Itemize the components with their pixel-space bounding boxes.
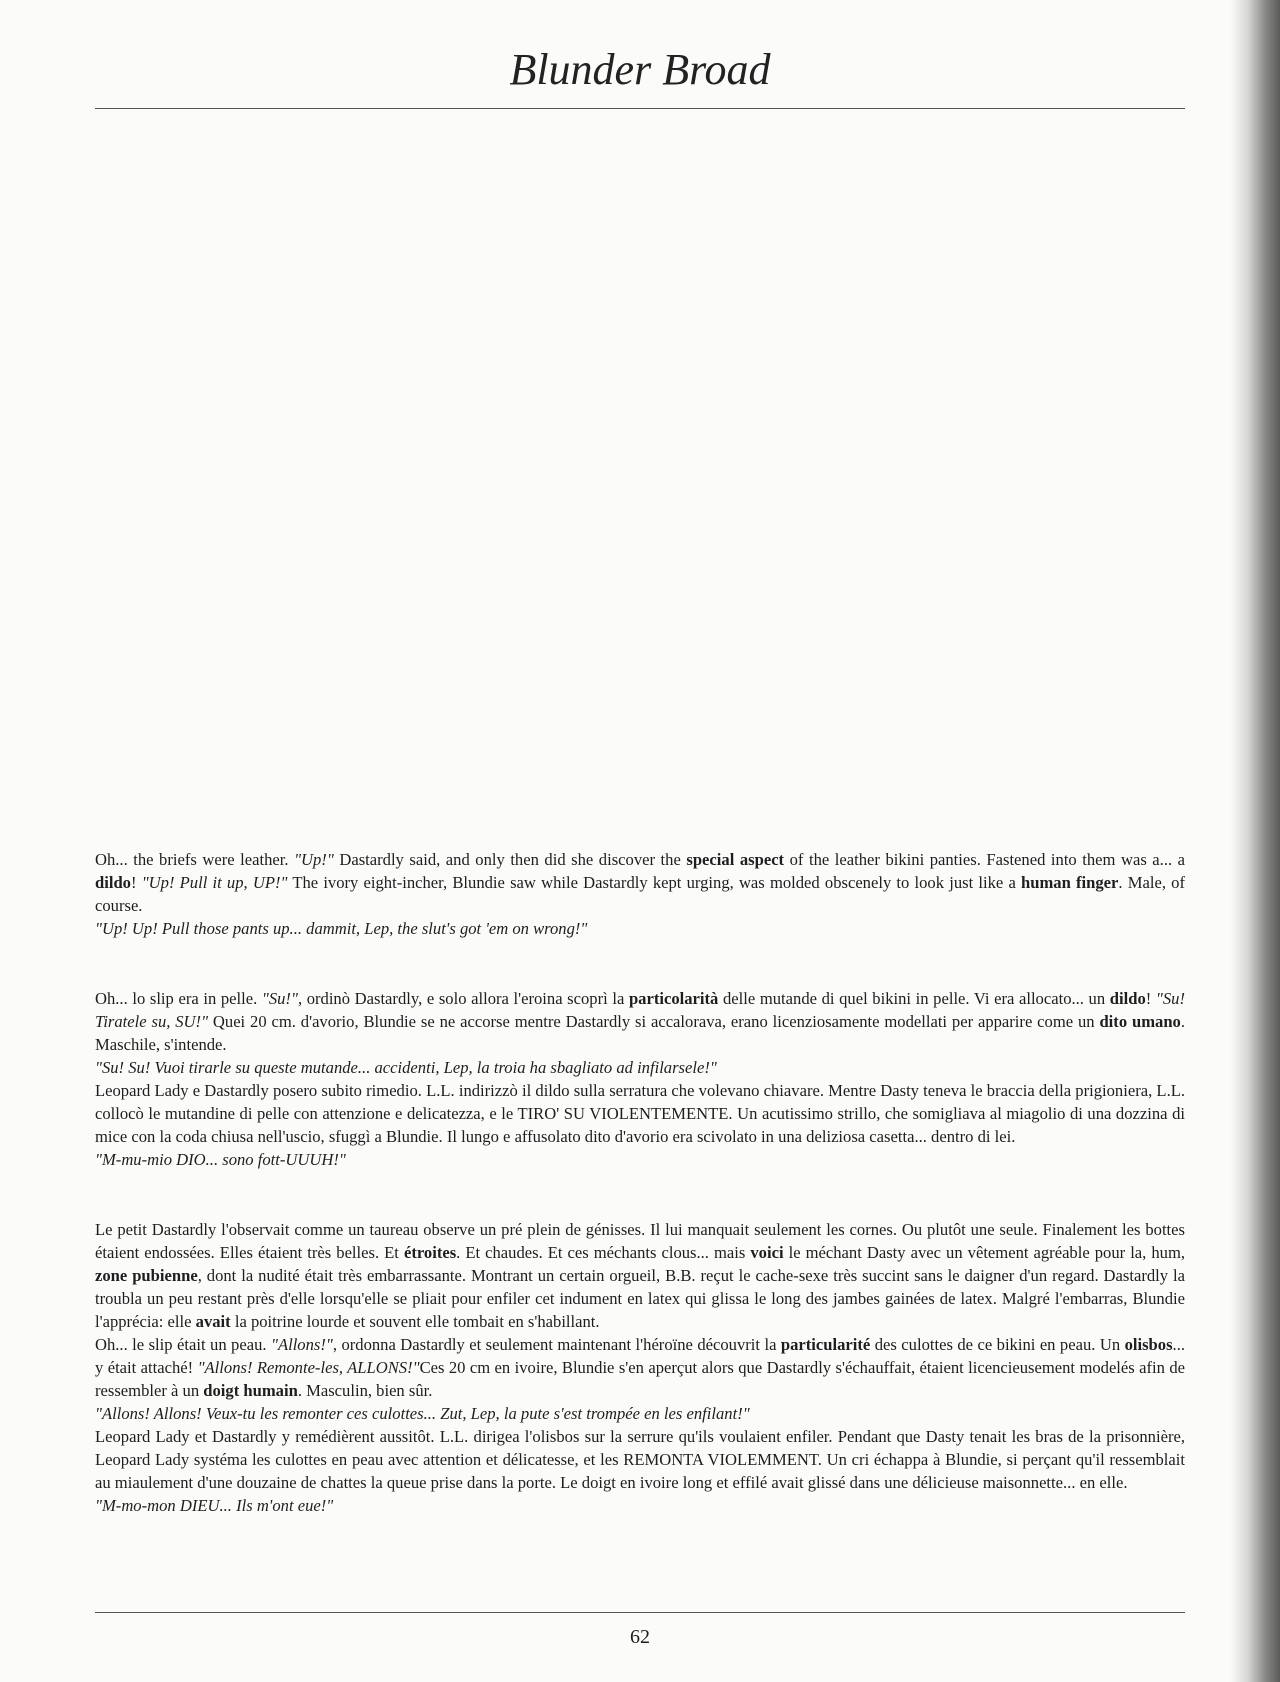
italian-paragraph-2: Leopard Lady e Dastardly posero subito rimedio. L.L. indirizzò il dildo sulla serratura che volevano chiavare. Mentre Dasty teneva le braccia della prigioniera, L.L. collocò le mutandine di pelle con attenzione e delicatezza, e le TIRO' SU VIOLENTEMENTE. Un acutissimo strillo, che somigliava al miagolio di una dozzina di mice con la coda chiusa nell'uscio, sfuggì a Blundie. Il lungo e affusolato dito d'avorio era scivolato in una deliziosa casetta... dentro di lei. bbox=[95, 1081, 1185, 1146]
text-run: , ordinò Dastardly, e solo allora l'eroina scoprì la bbox=[297, 989, 629, 1008]
emphasis-italic: "Su!" bbox=[261, 989, 298, 1008]
binding-shadow bbox=[1230, 0, 1280, 1682]
french-quote-2: "M-mo-mon DIEU... Ils m'ont eue!" bbox=[95, 1496, 334, 1515]
italian-quote-1: "Su! Su! Vuoi tirarle su queste mutande... accidenti, Lep, la troia ha sbagliato ad infilarsele!" bbox=[95, 1058, 717, 1077]
text-run: Quei 20 cm. d'avorio, Blundie se ne accorse mentre Dastardly si accalorava, erano licenziosamente modellati per apparire come un bbox=[208, 1012, 1100, 1031]
french-paragraph-1 bbox=[95, 1218, 1185, 1333]
text-run: Le petit Dastardly l'observait comme un taureau observe un pré plein de génisses. Il lui manquait seulement les cornes. Ou plutôt une seule. Finalement les bottes étaient endossées. Elles étaient très belles. Et bbox=[95, 1220, 1185, 1262]
text-run: . Masculin, bien sûr. bbox=[297, 1381, 433, 1400]
footer-rule bbox=[95, 1612, 1185, 1613]
emphasis-bold: zone pubienne bbox=[95, 1266, 198, 1285]
text-run: delle mutande di quel bikini in pelle. Vi era allocato... un bbox=[718, 989, 1110, 1008]
text-run: of the leather bikini panties. Fastened into them was a... a bbox=[784, 850, 1186, 869]
text-run: Oh... lo slip era in pelle. bbox=[95, 989, 262, 1008]
text-run: Dastardly said, and only then did she discover the bbox=[333, 850, 687, 869]
text-run: , dont la nudité était très embarrassante. Montrant un certain orgueil, B.B. reçut le cache-sexe très succint sans le daigner d'un regard. Dastardly la troubla un peu restant près d'elle lorsqu'elle se pliait pour enfiler cet indument en latex qui glissa le long des jambes gainées de latex. Malgré l'embarras, Blundie l'apprécia: elle bbox=[95, 1266, 1185, 1331]
english-quote: "Up! Up! Pull those pants up... dammit, Lep, the slut's got 'em on wrong!" bbox=[95, 919, 588, 938]
text-run: . Male, of course. bbox=[95, 873, 1185, 915]
emphasis-bold: special aspect bbox=[686, 850, 785, 869]
emphasis-bold: étroites bbox=[403, 1243, 457, 1262]
english-paragraph-1 bbox=[95, 848, 1185, 917]
emphasis-bold: particularité bbox=[780, 1335, 871, 1354]
emphasis-bold: doigt humain bbox=[203, 1381, 298, 1400]
text-run: Ces 20 cm en ivoire, Blundie s'en aperçut alors que Dastardly s'échauffait, étaient licencieusement modelés afin de ressembler à un bbox=[95, 1358, 1186, 1400]
french-paragraph-2 bbox=[95, 1333, 1185, 1402]
french-paragraph-3: Leopard Lady et Dastardly y remédièrent aussitôt. L.L. dirigea l'olisbos sur la serrure qu'ils voulaient enfiler. Pendant que Dasty tenait les bras de la prisonnière, Leopard Lady systéma les culottes en peau avec attention et délicatesse, et les REMONTA VIOLEMMENT. Un cri échappa à Blundie, si perçant qu'il ressemblait au miaulement d'une douzaine de chattes la queue prise dans la porte. Le doigt en ivoire long et effilé avait glissé dans une délicieuse maisonnette... en elle. bbox=[95, 1427, 1185, 1492]
section-gap bbox=[95, 940, 1185, 987]
body-text bbox=[95, 848, 1185, 1517]
emphasis-italic: "Up!" bbox=[294, 850, 334, 869]
section-gap bbox=[95, 1171, 1185, 1218]
emphasis-bold: voici bbox=[750, 1243, 784, 1262]
text-run: . Et chaudes. Et ces méchants clous... mais bbox=[456, 1243, 751, 1262]
text-run: , ordonna Dastardly et seulement maintenant l'héroïne découvrit la bbox=[332, 1335, 781, 1354]
emphasis-bold: dito umano bbox=[1099, 1012, 1181, 1031]
page-number: 62 bbox=[630, 1626, 650, 1648]
emphasis-bold: particolarità bbox=[628, 989, 719, 1008]
emphasis-bold: olisbos bbox=[1124, 1335, 1173, 1354]
text-run: la poitrine lourde et souvent elle tombait en s'habillant. bbox=[230, 1312, 600, 1331]
emphasis-bold: human finger bbox=[1021, 873, 1119, 892]
french-quote-1: "Allons! Allons! Veux-tu les remonter ces culottes... Zut, Lep, la pute s'est trompée en les enfilant!" bbox=[95, 1404, 750, 1423]
emphasis-italic: "Su! Tiratele su, SU!" bbox=[95, 989, 1186, 1031]
text-run: . Maschile, s'intende. bbox=[95, 1012, 1186, 1054]
text-run: The ivory eight-incher, Blundie saw while Dastardly kept urging, was molded obscenely to look just like a bbox=[287, 873, 1021, 892]
emphasis-italic: "Allons! Remonte-les, ALLONS!" bbox=[197, 1358, 420, 1377]
italian-paragraph-1 bbox=[95, 987, 1185, 1056]
text-run: ! bbox=[1145, 989, 1156, 1008]
text-run: le méchant Dasty avec un vêtement agréable pour la, hum, bbox=[783, 1243, 1186, 1262]
emphasis-bold: dildo bbox=[95, 873, 131, 892]
header-rule bbox=[95, 108, 1185, 109]
italian-quote-2: "M-mu-mio DIO... sono fott-UUUH!" bbox=[95, 1150, 346, 1169]
page-title: Blunder Broad bbox=[509, 45, 771, 94]
emphasis-italic: "Allons!" bbox=[270, 1335, 333, 1354]
emphasis-italic: "Up! Pull it up, UP!" bbox=[141, 873, 288, 892]
text-run: Oh... le slip était un peau. bbox=[95, 1335, 271, 1354]
emphasis-bold: dildo bbox=[1109, 989, 1146, 1008]
emphasis-bold: avait bbox=[195, 1312, 231, 1331]
text-run: Oh... the briefs were leather. bbox=[95, 850, 295, 869]
text-run: des culottes de ce bikini en peau. Un bbox=[870, 1335, 1125, 1354]
text-run: ... y était attaché! bbox=[95, 1335, 1185, 1377]
text-run: ! bbox=[130, 873, 142, 892]
